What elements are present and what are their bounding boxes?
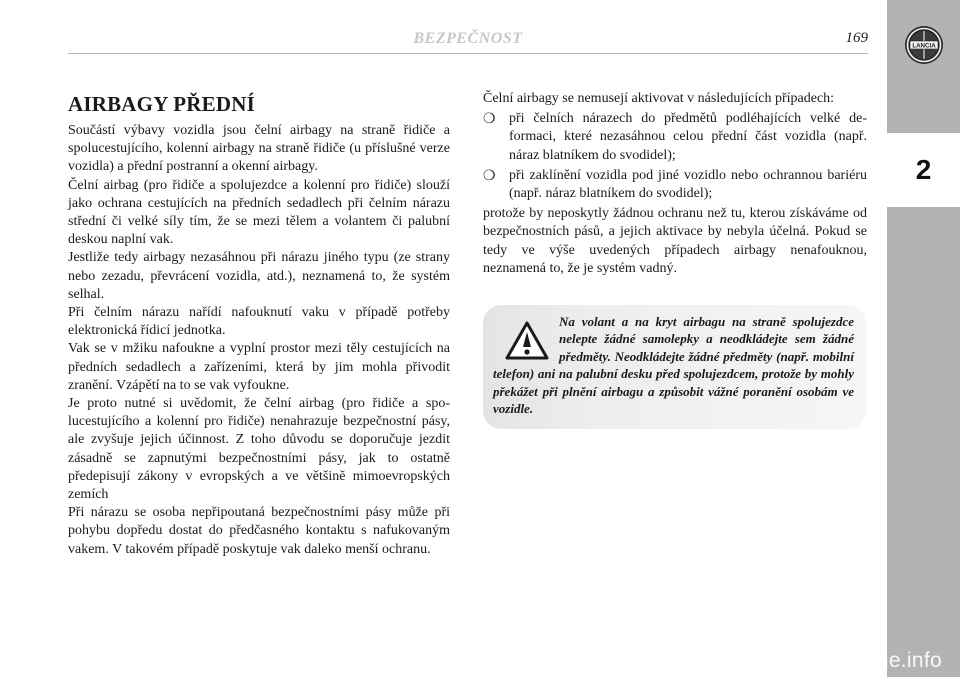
right-column <box>483 90 867 278</box>
section-title: AIRBAGY PŘEDNÍ <box>68 92 255 116</box>
paragraph: Jestliže tedy airbagy nezasáhnou při nárazu jiného typu (ze strany nebo zezadu, převrácení vozidla, atd.), neznamená to, že systém selhal. <box>68 250 450 302</box>
header-title: BEZPEČNOST <box>413 30 523 47</box>
bullet-list <box>483 110 867 203</box>
paragraph: Čelní airbag (pro řidiče a spolujezdce a kolenní pro řidiče) slouží jako ochrana cestujících na předních sedadlech při čelním nárazu střední či velké síly tím, že se mezi tělem a volantem či palubní deskou naplní vak. <box>68 177 450 248</box>
chapter-tab[interactable]: 2 <box>887 133 960 207</box>
paragraph: Při nárazu se osoba nepřipoutaná bezpečnostními pásy může při pohybu dopředu dostat do předčasného kontaktu s nafukovaným vakem. V takovém případě poskytuje vak daleko menší ochranu. <box>68 505 450 557</box>
paragraph: Vak se v mžiku nafoukne a vyplní prostor mezi těly cestujících na předních sedadlech a zařízeními, která by jim mohla přivodit zranění. Vzápětí na to se vak vyfoukne. <box>68 341 450 393</box>
list-item <box>483 110 867 165</box>
outro-paragraph: protože by neposkytly žádnou ochranu než tu, kterou získáváme od bezpečnostních pásů, a jejich aktivace by nebyla účelná. Pokud se tedy ve výše uvedených případech airbagy nenafouknou, neznamená to, že je systém vadný. <box>483 206 867 276</box>
page-number: 169 <box>845 30 868 46</box>
list-item <box>483 167 867 203</box>
header-rule <box>68 53 868 54</box>
intro-paragraph: Čelní airbagy se nemusejí aktivovat v následujících případech: <box>483 91 835 106</box>
bullet-circle-icon: ❍ <box>483 111 496 128</box>
paragraph: Je proto nutné si uvědomit, že čelní airbag (pro řidiče a spolucestujícího a kolenní pro řidiče) nenahrazuje bezpečnostní pásy, ale zvyšuje jejich účinnost. Z toho důvodu se doporučuje jezdit zásadně se zapnutými bezpečnostními pásy, jak to ostatně předepisují zákony v evropských a ve většině mimoevropských zemích <box>68 396 450 503</box>
paragraph: Při čelním nárazu nařídí nafouknutí vaku v případě potřeby elektronická řídicí jednotka. <box>68 305 450 339</box>
warning-text: Na volant a na kryt airbagu na straně spolujezdce nelepte žádné samolepky a neodkládejte sem žádné předměty. Neodkládejte žádné předměty (např. mobilní telefon) ani na palubní desku před spolujezdcem, protože by mohly překážet při plnění airbagu a způsobit vážné poranění osobám ve vozidle. <box>493 314 854 417</box>
watermark: carmanualsonline.info <box>731 649 942 672</box>
svg-text:LANCIA: LANCIA <box>912 42 936 50</box>
page-header <box>68 30 868 52</box>
bullet-circle-icon: ❍ <box>483 167 496 184</box>
left-column <box>68 122 450 559</box>
list-item-text: při čelních nárazech do předmětů podléhajících velké deformaci, které nezasáhnou celou přední část vozidla (např. náraz blatníkem do svodidel); <box>509 111 867 163</box>
lancia-logo-icon <box>904 25 944 65</box>
warning-triangle-icon <box>505 321 549 361</box>
paragraph: Součástí výbavy vozidla jsou čelní airbagy na straně řidiče a spolucestujícího, kolenní airbagy na straně řidiče (u příslušné verze vozidla) a přední postranní a okenní airbagy. <box>68 123 450 175</box>
warning-box <box>483 305 866 429</box>
list-item-text: při zaklínění vozidla pod jiné vozidlo nebo ochrannou bariéru (např. náraz blatníkem do svodidel); <box>509 167 867 202</box>
